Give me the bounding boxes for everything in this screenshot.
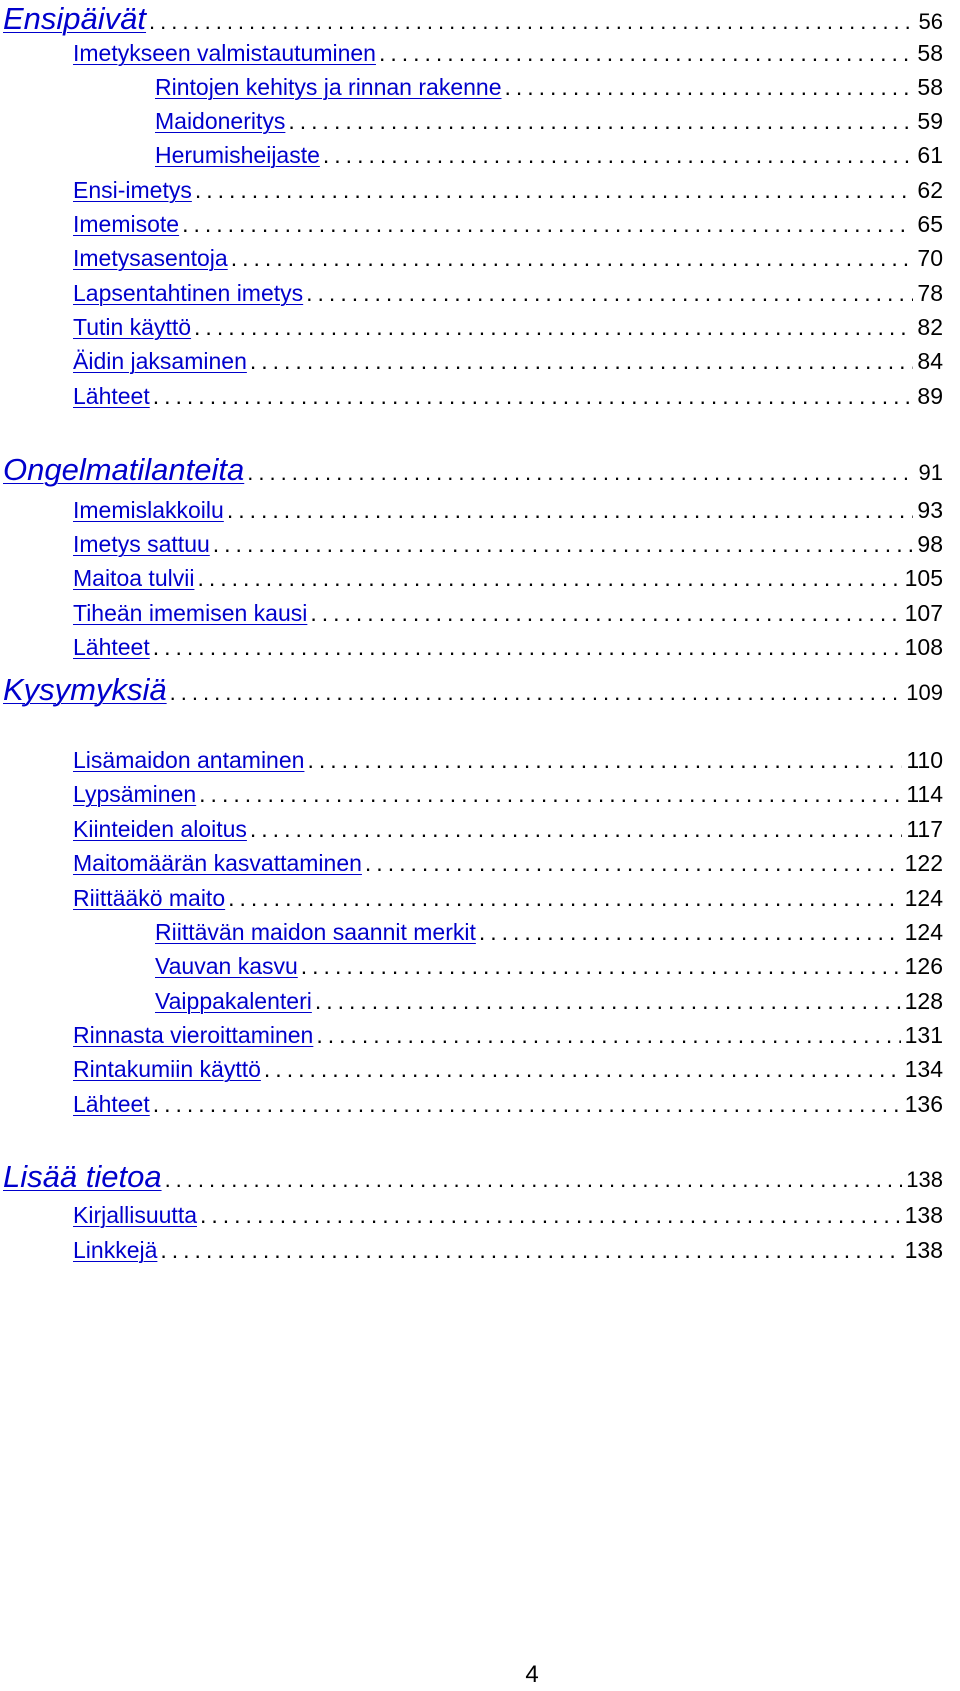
toc-link[interactable]: Herumisheijaste	[155, 142, 320, 168]
toc-entry[interactable]	[0, 495, 943, 525]
toc-link[interactable]: Lähteet	[73, 634, 150, 660]
toc-section-heading[interactable]	[0, 0, 943, 38]
toc-entry[interactable]	[0, 209, 943, 239]
toc-entry[interactable]	[0, 563, 943, 593]
toc-link[interactable]: Riittävän maidon saannit merkit	[155, 919, 476, 945]
toc-link[interactable]: Imetysasentoja	[73, 245, 228, 271]
toc-page-number: 109	[906, 680, 943, 705]
toc-entry[interactable]	[0, 883, 943, 913]
toc-entry[interactable]	[0, 38, 943, 68]
toc-page-number: 136	[904, 1091, 943, 1117]
toc-entry[interactable]	[0, 312, 943, 342]
toc-page-number: 134	[904, 1056, 943, 1082]
toc-page-number: 70	[917, 245, 943, 271]
toc-entry[interactable]	[0, 175, 943, 205]
toc-page-number: 126	[904, 953, 943, 979]
toc-entry[interactable]	[0, 814, 943, 844]
dot-leader	[365, 848, 901, 878]
toc-link[interactable]: Lähteet	[73, 383, 150, 409]
toc-page-number: 84	[917, 348, 943, 374]
dot-leader	[200, 1200, 901, 1230]
toc-section-heading[interactable]	[0, 671, 943, 709]
dot-leader	[153, 381, 914, 411]
toc-section-heading[interactable]	[0, 1158, 943, 1196]
toc-entry[interactable]	[0, 381, 943, 411]
dot-leader	[160, 1235, 900, 1265]
toc-link[interactable]: Rinnasta vieroittaminen	[73, 1022, 314, 1048]
toc-page-number: 108	[904, 634, 943, 660]
toc-page-number: 58	[917, 40, 943, 66]
toc-link[interactable]: Rintakumiin käyttö	[73, 1056, 261, 1082]
toc-page-number: 61	[917, 142, 943, 168]
toc-page-number: 82	[917, 314, 943, 340]
toc-link[interactable]: Imetykseen valmistautuminen	[73, 40, 376, 66]
toc-page-number: 128	[904, 988, 943, 1014]
toc-link[interactable]: Ensipäivät	[3, 1, 147, 36]
toc-link[interactable]: Rintojen kehitys ja rinnan rakenne	[155, 74, 502, 100]
toc-page-number: 114	[906, 781, 943, 807]
dot-leader	[199, 779, 902, 809]
toc-link[interactable]: Lapsentahtinen imetys	[73, 280, 304, 306]
toc-entry[interactable]	[0, 1235, 943, 1265]
dot-leader	[307, 745, 902, 775]
toc-page-number: 78	[917, 280, 943, 306]
toc-entry[interactable]	[0, 529, 943, 559]
toc-link[interactable]: Lisämaidon antaminen	[73, 747, 305, 773]
toc-page-number: 89	[917, 383, 943, 409]
toc-link[interactable]: Tiheän imemisen kausi	[73, 600, 308, 626]
dot-leader	[323, 140, 914, 170]
dot-leader	[315, 986, 901, 1016]
dot-leader	[264, 1054, 901, 1084]
toc-entry[interactable]	[0, 346, 943, 376]
toc-page-number: 93	[917, 497, 943, 523]
toc-page-number: 138	[904, 1202, 943, 1228]
toc-link[interactable]: Linkkejä	[73, 1237, 158, 1263]
toc-entry[interactable]	[0, 140, 943, 170]
dot-leader	[194, 312, 913, 342]
dot-leader	[197, 563, 900, 593]
toc-link[interactable]: Riittääkö maito	[73, 885, 226, 911]
toc-page-number: 56	[918, 9, 943, 34]
toc-link[interactable]: Tutin käyttö	[73, 314, 192, 340]
toc-page-number: 124	[904, 885, 943, 911]
dot-leader	[227, 495, 914, 525]
dot-leader	[316, 1020, 900, 1050]
dot-leader	[149, 3, 914, 38]
toc-page-number: 117	[906, 816, 943, 842]
toc-page-number: 124	[904, 919, 943, 945]
dot-leader	[247, 454, 914, 489]
toc-entry[interactable]	[0, 1020, 943, 1050]
toc-entry[interactable]	[0, 917, 943, 947]
toc-page-number: 138	[906, 1167, 943, 1192]
toc-entry[interactable]	[0, 986, 943, 1016]
toc-link[interactable]: Kirjallisuutta	[73, 1202, 197, 1228]
toc-section-heading[interactable]	[0, 451, 943, 489]
dot-leader	[228, 883, 901, 913]
dot-leader	[479, 917, 901, 947]
toc-link[interactable]: Ensi-imetys	[73, 177, 192, 203]
toc-link[interactable]: Äidin jaksaminen	[73, 348, 247, 374]
toc-link[interactable]: Lisää tietoa	[3, 1159, 162, 1194]
dot-leader	[213, 529, 914, 559]
toc-entry[interactable]	[0, 745, 943, 775]
toc-link[interactable]: Lähteet	[73, 1091, 150, 1117]
toc-link[interactable]: Maitomäärän kasvattaminen	[73, 850, 362, 876]
toc-page-number: 122	[904, 850, 943, 876]
toc-page-number: 91	[918, 460, 943, 485]
toc-link[interactable]: Imemisote	[73, 211, 180, 237]
page-number: 4	[525, 1661, 539, 1688]
toc-link[interactable]: Maitoa tulvii	[73, 565, 195, 591]
toc-link[interactable]: Vauvan kasvu	[155, 953, 298, 979]
dot-leader	[379, 38, 913, 68]
toc-entry[interactable]	[0, 1089, 943, 1119]
dot-leader	[153, 1089, 901, 1119]
toc-page-number: 65	[917, 211, 943, 237]
toc-page-number: 59	[917, 108, 943, 134]
toc-link[interactable]: Imetys sattuu	[73, 531, 210, 557]
toc-link[interactable]: Maidoneritys	[155, 108, 286, 134]
toc-entry[interactable]	[0, 243, 943, 273]
dot-leader	[195, 175, 914, 205]
toc-link[interactable]: Vaippakalenteri	[155, 988, 312, 1014]
toc-page-number: 107	[904, 600, 943, 626]
toc-link[interactable]: Kysymyksiä	[3, 672, 167, 707]
toc-link[interactable]: Imemislakkoilu	[73, 497, 224, 523]
toc-entry[interactable]	[0, 106, 943, 136]
toc-link[interactable]: Kiinteiden aloitus	[73, 816, 247, 842]
toc-page-number: 131	[904, 1022, 943, 1048]
toc-page-number: 58	[917, 74, 943, 100]
toc-entry[interactable]	[0, 951, 943, 981]
dot-leader	[231, 243, 914, 273]
toc-page-number: 138	[904, 1237, 943, 1263]
toc-link[interactable]: Ongelmatilanteita	[3, 452, 245, 487]
toc-entry[interactable]	[0, 1054, 943, 1084]
toc-entry[interactable]	[0, 632, 943, 662]
dot-leader	[165, 1161, 903, 1196]
toc-entry[interactable]	[0, 598, 943, 628]
dot-leader	[306, 278, 913, 308]
toc-entry[interactable]	[0, 278, 943, 308]
toc-entry[interactable]	[0, 848, 943, 878]
dot-leader	[301, 951, 901, 981]
toc-entry[interactable]	[0, 779, 943, 809]
dot-leader	[250, 346, 914, 376]
toc-page-number: 105	[904, 565, 943, 591]
toc-page-number: 98	[917, 531, 943, 557]
dot-leader	[288, 106, 913, 136]
toc-page-number: 110	[906, 747, 943, 773]
dot-leader	[250, 814, 902, 844]
toc-entry[interactable]	[0, 1200, 943, 1230]
toc-page-number: 62	[917, 177, 943, 203]
toc-entry[interactable]	[0, 72, 943, 102]
dot-leader	[182, 209, 913, 239]
dot-leader	[153, 632, 901, 662]
dot-leader	[504, 72, 913, 102]
dot-leader	[170, 674, 903, 709]
toc-link[interactable]: Lypsäminen	[73, 781, 197, 807]
dot-leader	[310, 598, 900, 628]
